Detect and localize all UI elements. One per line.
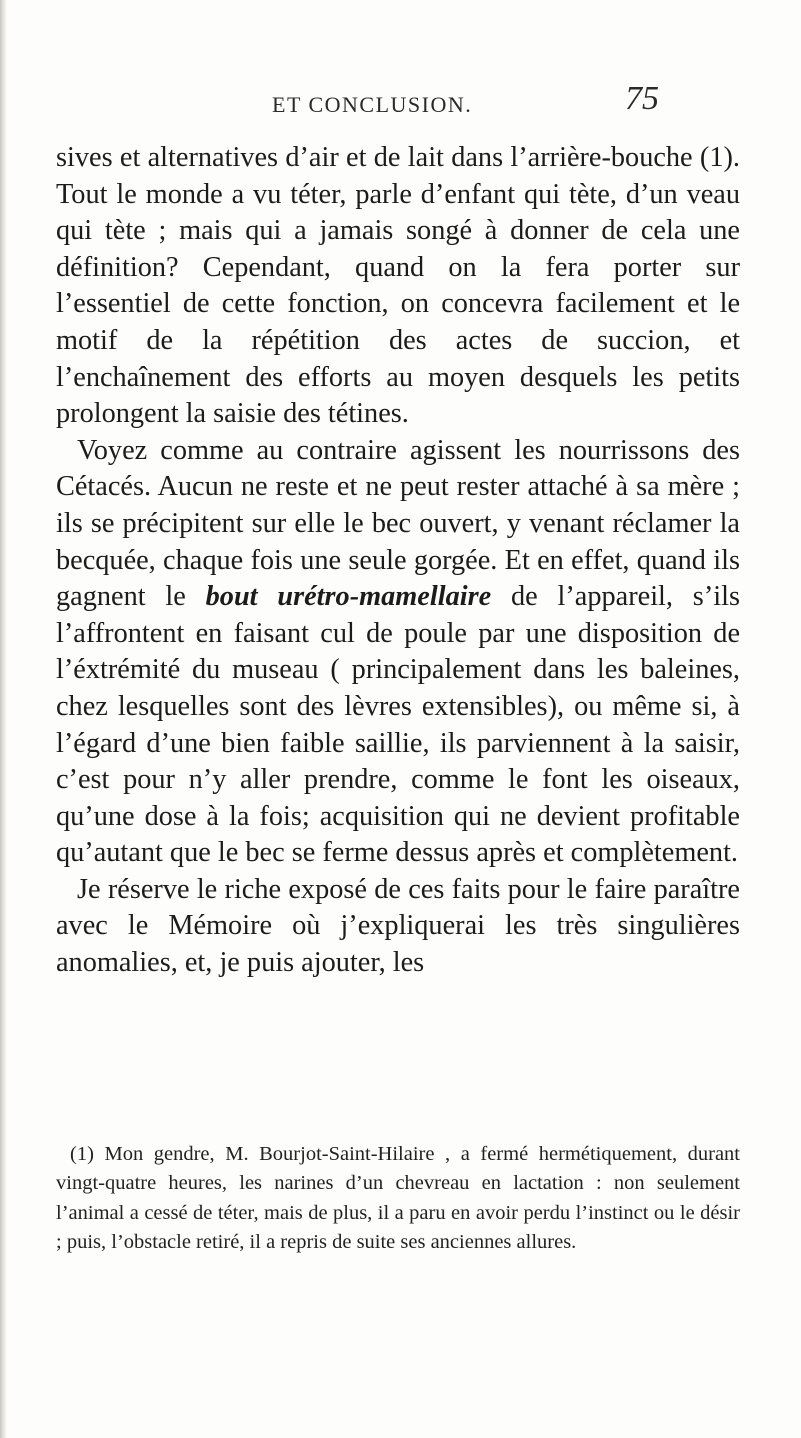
footnote-text: (1) Mon gendre, M. Bourjot-Saint-Hilaire , a fermé hermétiquement, durant vingt-quatre heures, les narines d’un chevreau en lactation : non seulement l’animal a cessé de téter, mais de plus, il a paru en avoir perdu l’instinct ou le désir ; puis, l’obstacle retiré, il a repris de suite ses anciennes allures. [56,1143,740,1254]
page-binding-edge [0,0,7,1438]
body-text [56,140,740,982]
paragraph-2 [56,433,740,872]
paragraph-3: Je réserve le riche exposé de ces faits pour le faire paraître avec le Mémoire où j’expliquerai les très singulières anomalies, et, je puis ajouter, les [56,873,740,979]
paragraph-2-end: de l’appareil, s’ils l’affrontent en faisant cul de poule par une disposition de l’éxtrémité du museau ( principalement dans les baleines, chez lesquelles sont des lèvres extensibles), ou même si, à l’égard d’une bien faible saillie, ils parviennent à la saisir, c’est pour n’y aller prendre, comme le font les oiseaux, qu’une dose à la fois; acquisition qui ne devient profitable qu’autant que le bec se ferme dessus après et complètement. [56,581,740,869]
page-number: 75 [625,80,659,117]
footnote [56,1140,740,1258]
running-head: ET CONCLUSION. [272,92,473,117]
emphasized-term: bout urétro-mamellaire [205,581,492,613]
page-header [0,82,801,142]
paragraph-2-start: Voyez comme au contraire agissent les nourrissons des Cétacés. Aucun ne reste et ne peut rester attaché à sa mère ; ils se précipitent sur elle le bec ouvert, y venant réclamer la becquée, chaque fois une seule gorgée. Et en effet, quand ils gagnent le [56,434,740,613]
paragraph-1: sives et alternatives d’air et de lait dans l’arrière-bouche (1). Tout le monde a vu téter, parle d’enfant qui tète, d’un veau qui tète ; mais qui a jamais songé à donner de cela une définition? Cependant, quand on la fera porter sur l’essentiel de cette fonction, on concevra facilement et le motif de la répétition des actes de succion, et l’enchaînement des efforts au moyen desquels les petits prolongent la saisie des tétines. [56,142,740,430]
